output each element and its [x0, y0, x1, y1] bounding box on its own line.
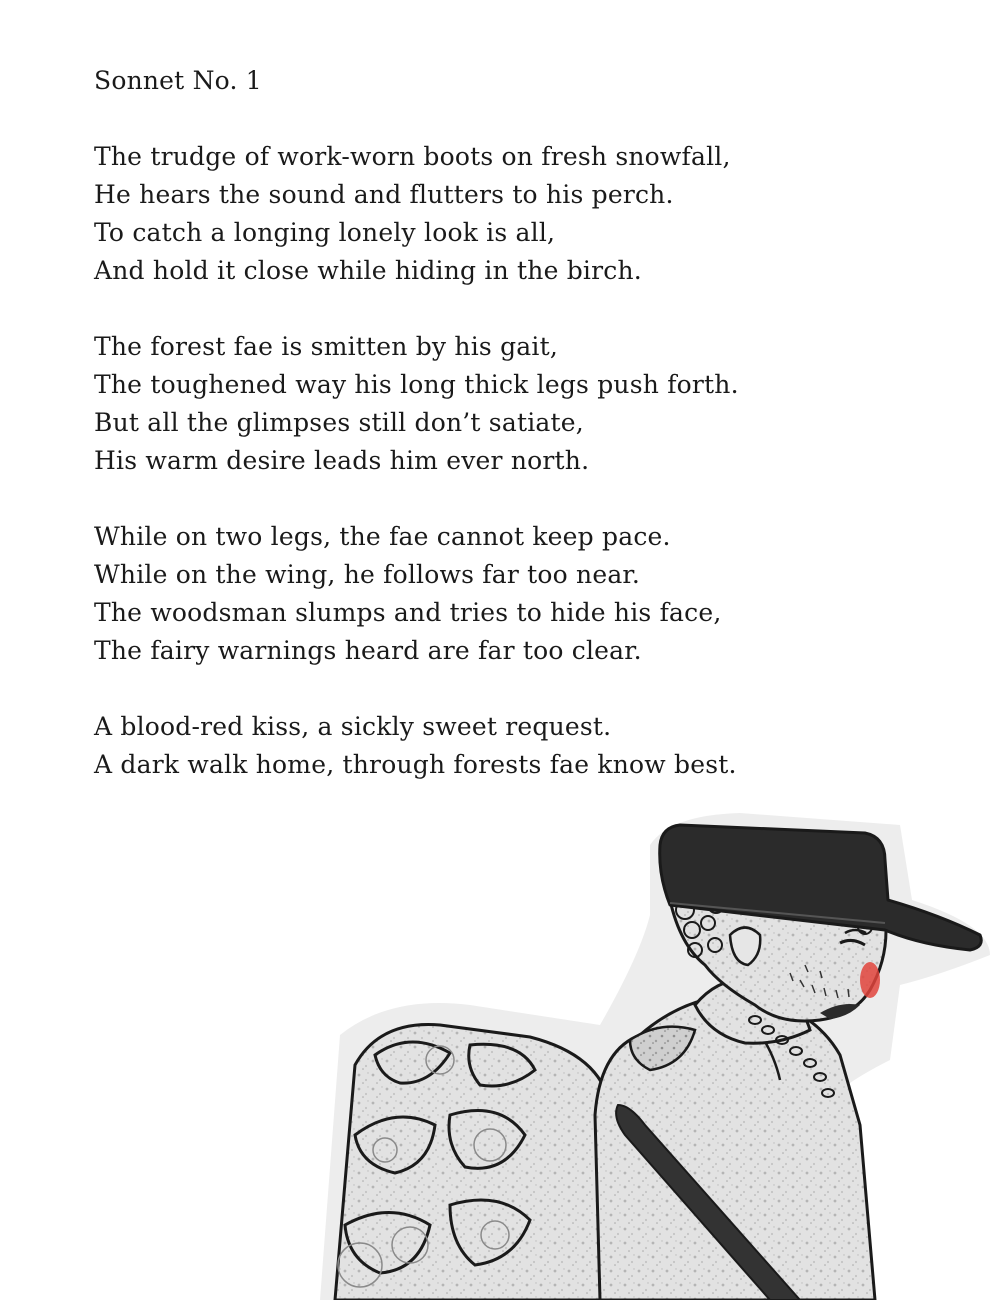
stanza-3	[94, 518, 914, 670]
poem-line: He hears the sound and flutters to his perch.	[94, 180, 674, 209]
poem-line: A blood-red kiss, a sickly sweet request.	[94, 712, 612, 741]
poem-line: A dark walk home, through forests fae know best.	[94, 750, 737, 779]
poem-line: His warm desire leads him ever north.	[94, 446, 590, 475]
poem-line: The fairy warnings heard are far too clear.	[94, 636, 642, 665]
poem-line: While on the wing, he follows far too near.	[94, 560, 640, 589]
poem-line: The forest fae is smitten by his gait,	[94, 332, 558, 361]
blush-cheek	[860, 962, 880, 998]
backpack	[335, 1025, 610, 1301]
poem-line: To catch a longing lonely look is all,	[94, 218, 556, 247]
poem-line: But all the glimpses still don’t satiate,	[94, 408, 584, 437]
poem-line: While on two legs, the fae cannot keep pace.	[94, 522, 671, 551]
stanza-1	[94, 138, 914, 290]
poem-line: The toughened way his long thick legs push forth.	[94, 370, 739, 399]
poem-title: Sonnet No. 1	[94, 66, 262, 95]
stanza-2	[94, 328, 914, 480]
woodsman-drawing	[300, 805, 1000, 1300]
woodsman-illustration	[300, 805, 1000, 1300]
poem-line: The woodsman slumps and tries to hide his face,	[94, 598, 722, 627]
poem-line: And hold it close while hiding in the birch.	[94, 256, 642, 285]
poem	[94, 62, 914, 822]
poem-line: The trudge of work-worn boots on fresh snowfall,	[94, 142, 731, 171]
stanza-4	[94, 708, 914, 784]
